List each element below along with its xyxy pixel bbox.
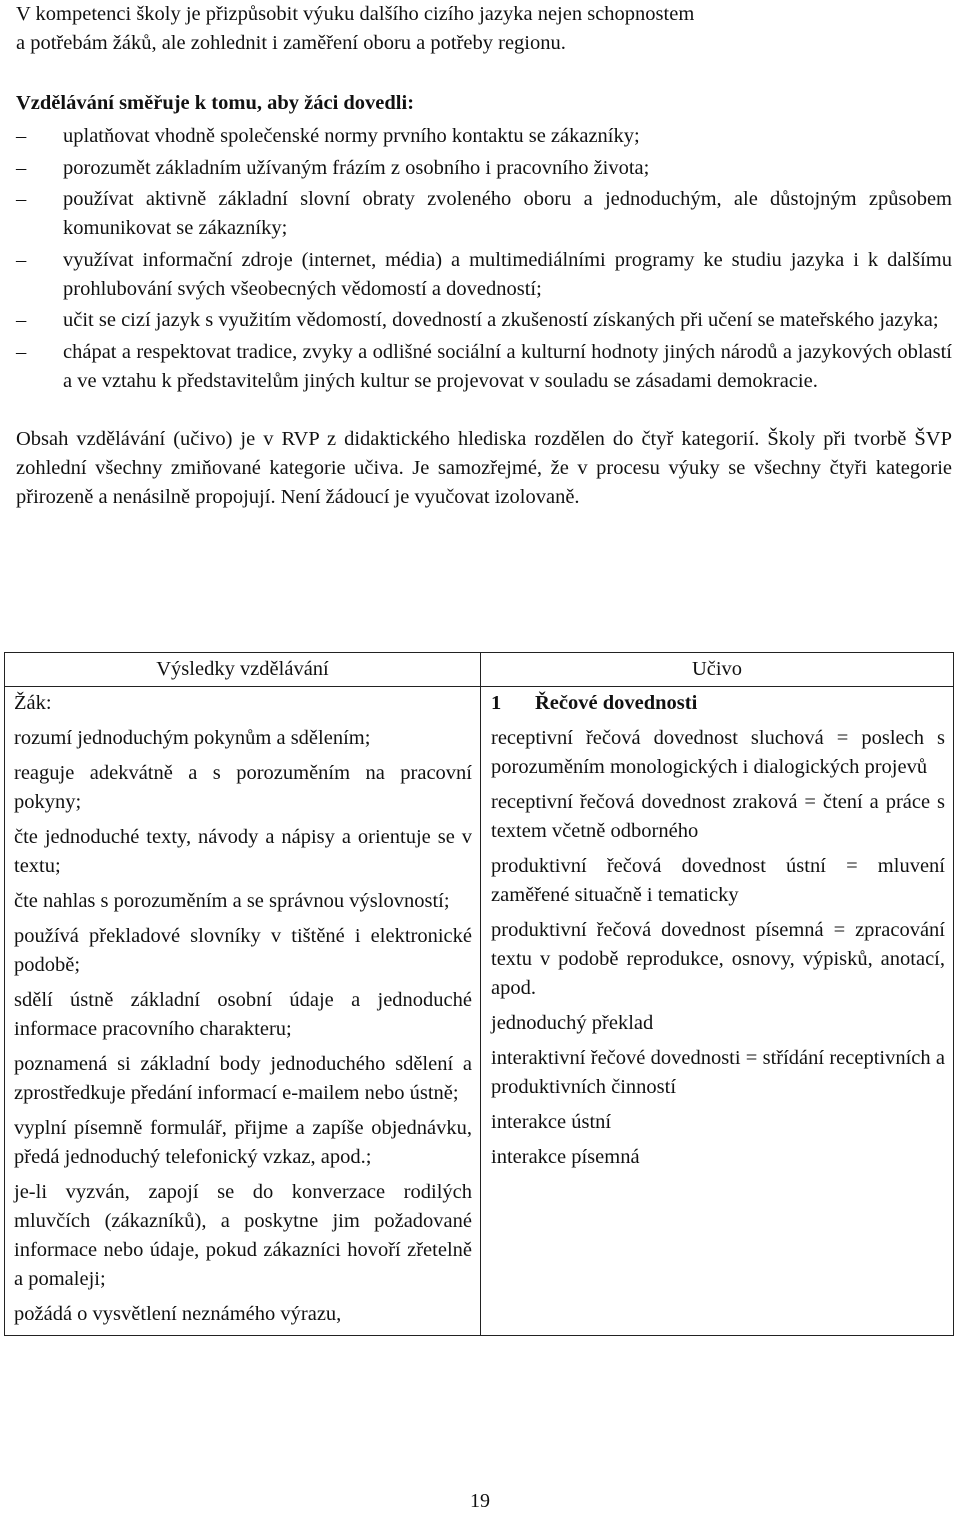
dash-bullet: – (16, 156, 27, 179)
goal-item (16, 338, 952, 396)
goal-item (16, 154, 952, 183)
content-list (491, 724, 945, 1172)
goal-item (16, 185, 952, 243)
content-item: receptivní řečová dovednost zraková = čtení a práce s textem včetně odborného (491, 791, 945, 842)
goals-heading: Vzdělávání směřuje k tomu, aby žáci dovedli: (16, 92, 415, 114)
content-item: receptivní řečová dovednost sluchová = poslech s porozuměním monologických i dialogických projevů (491, 727, 945, 778)
dash-bullet: – (16, 340, 27, 363)
dash-bullet: – (16, 188, 27, 210)
result-item: sdělí ústně základní osobní údaje a jednoduché informace pracovního charakteru; (14, 989, 472, 1040)
content-column-header: Učivo (481, 653, 954, 687)
result-item: používá překladové slovníky v tištěné i elektronické podobě; (14, 925, 472, 976)
section-heading (491, 689, 945, 718)
goal-text: chápat a respektovat tradice, zvyky a odlišné sociální a kulturní hodnoty jiných národů a jazykových oblastí a ve vztahu k představitelům jiných kultur se projevovat v souladu se zásadami demokracie. (63, 340, 952, 392)
result-item: reaguje adekvátně a s porozuměním na pracovní pokyny; (14, 762, 472, 813)
result-item: rozumí jednoduchým pokynům a sdělením; (14, 727, 371, 749)
intro-paragraph (16, 0, 952, 58)
results-cell (5, 687, 481, 1336)
dash-bullet: – (16, 125, 27, 147)
goal-text: používat aktivně základní slovní obraty zvoleného oboru a jednoduchým, ale důstojným způsobem komunikovat se zákazníky; (63, 188, 952, 239)
page-number: 19 (470, 1490, 490, 1512)
goal-item (16, 306, 952, 335)
goal-item (16, 246, 952, 304)
content-item: interakce písemná (491, 1146, 640, 1168)
content-item: produktivní řečová dovednost písemná = zpracování textu v podobě reprodukce, osnovy, výpisků, anotací, apod. (491, 919, 945, 999)
student-label: Žák: (14, 692, 52, 714)
result-item: je-li vyzván, zapojí se do konverzace rodilých mluvčích (zákazníků), a poskytne jim požadované informace nebo údaje, pokud zákazníci hovoří zřetelně a pomaleji; (14, 1181, 472, 1290)
intro-line: V kompetenci školy je přizpůsobit výuku dalšího cizího jazyka nejen schopnostem (16, 3, 695, 25)
results-list (14, 724, 472, 1329)
dash-bullet: – (16, 248, 27, 271)
goal-text: učit se cizí jazyk s využitím vědomostí, dovedností a zkušeností získaných při učení se mateřského jazyka; (63, 309, 939, 331)
result-item: vyplní písemně formulář, přijme a zapíše objednávku, předá jednoduchý telefonický vzkaz, apod.; (14, 1117, 472, 1168)
section-number: 1 (491, 692, 502, 714)
goal-text: porozumět základním užívaným frázím z osobního i pracovního života; (63, 156, 650, 179)
intro-line: a potřebám žáků, ale zohlednit i zaměření oboru a potřeby regionu. (16, 32, 566, 54)
content-item: interaktivní řečové dovednosti = střídání receptivních a produktivních činností (491, 1047, 945, 1098)
section-title: Řečové dovednosti (535, 692, 698, 714)
goals-list (16, 122, 952, 396)
content-item: jednoduchý překlad (491, 1012, 654, 1034)
goal-text: uplatňovat vhodně společenské normy prvního kontaktu se zákazníky; (63, 125, 640, 147)
content-cell (481, 687, 954, 1336)
goal-text: využívat informační zdroje (internet, média) a multimediálními programy ke studiu jazyka i k dalšímu prohlubování svých všeobecných vědomostí a dovedností; (63, 248, 952, 300)
curriculum-table (4, 652, 954, 1336)
goal-item (16, 122, 952, 151)
dash-bullet: – (16, 309, 27, 331)
results-column-header: Výsledky vzdělávání (5, 653, 481, 687)
result-item: poznamená si základní body jednoduchého sdělení a zprostředkuje předání informací e-mailem nebo ústně; (14, 1053, 472, 1104)
result-item: čte nahlas s porozuměním a se správnou výslovností; (14, 890, 450, 912)
content-paragraph: Obsah vzdělávání (učivo) je v RVP z didaktického hlediska rozdělen do čtyř kategorií. Školy při tvorbě ŠVP zohlední všechny zmiňované kategorie učiva. Je samozřejmé, že v procesu výuky se všechny čtyři kategorie přirozeně a nenásilně propojují. Není žádoucí je vyučovat izolovaně. (16, 427, 952, 508)
content-item: interakce ústní (491, 1111, 612, 1133)
content-item: produktivní řečová dovednost ústní = mluvení zaměřené situačně i tematicky (491, 855, 945, 906)
result-item: požádá o vysvětlení neznámého výrazu, (14, 1303, 342, 1325)
document-page (16, 0, 952, 512)
result-item: čte jednoduché texty, návody a nápisy a orientuje se v textu; (14, 826, 472, 877)
